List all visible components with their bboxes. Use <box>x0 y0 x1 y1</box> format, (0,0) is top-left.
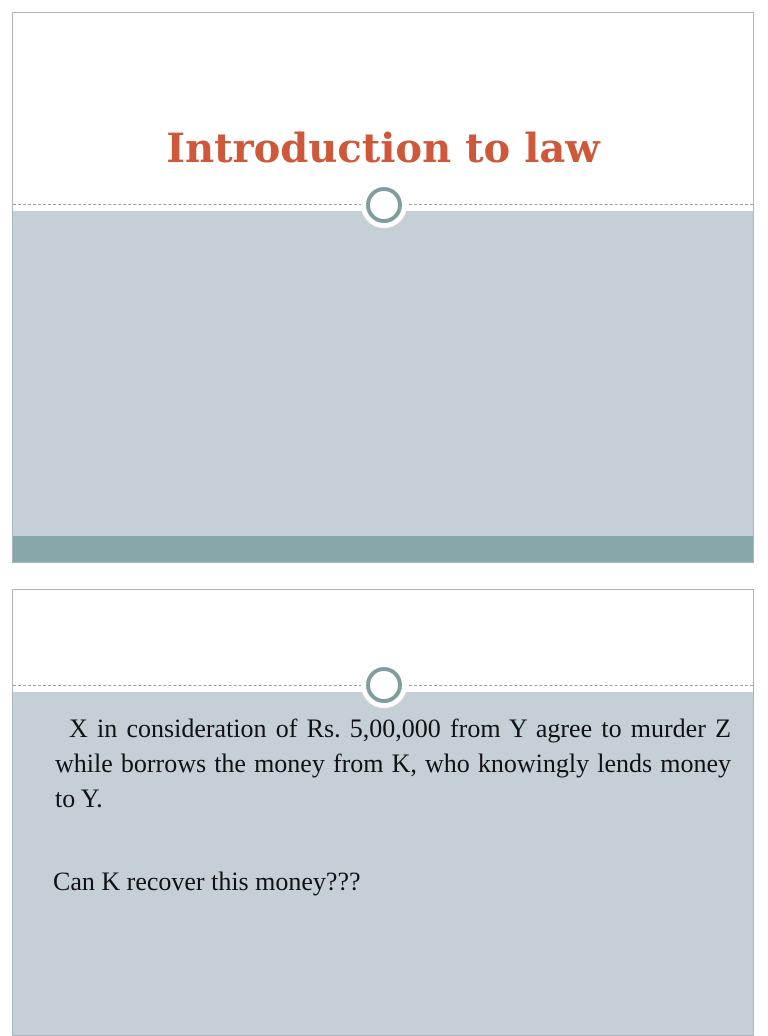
slide-body <box>13 211 753 536</box>
slide-1 <box>12 12 754 563</box>
ring-ornament-icon <box>361 182 407 228</box>
slide-title: Introduction to law <box>166 125 600 172</box>
question-paragraph: Can K recover this money??? <box>53 867 361 896</box>
ring-ornament-icon <box>361 662 407 708</box>
accent-band <box>13 536 753 562</box>
slide-header <box>13 13 753 207</box>
case-paragraph: X in consideration of Rs. 5,00,000 from Y agree to murder Z while borrows the money from K, who knowingly lends money to Y. <box>55 714 731 813</box>
slide-2 <box>12 589 754 1036</box>
